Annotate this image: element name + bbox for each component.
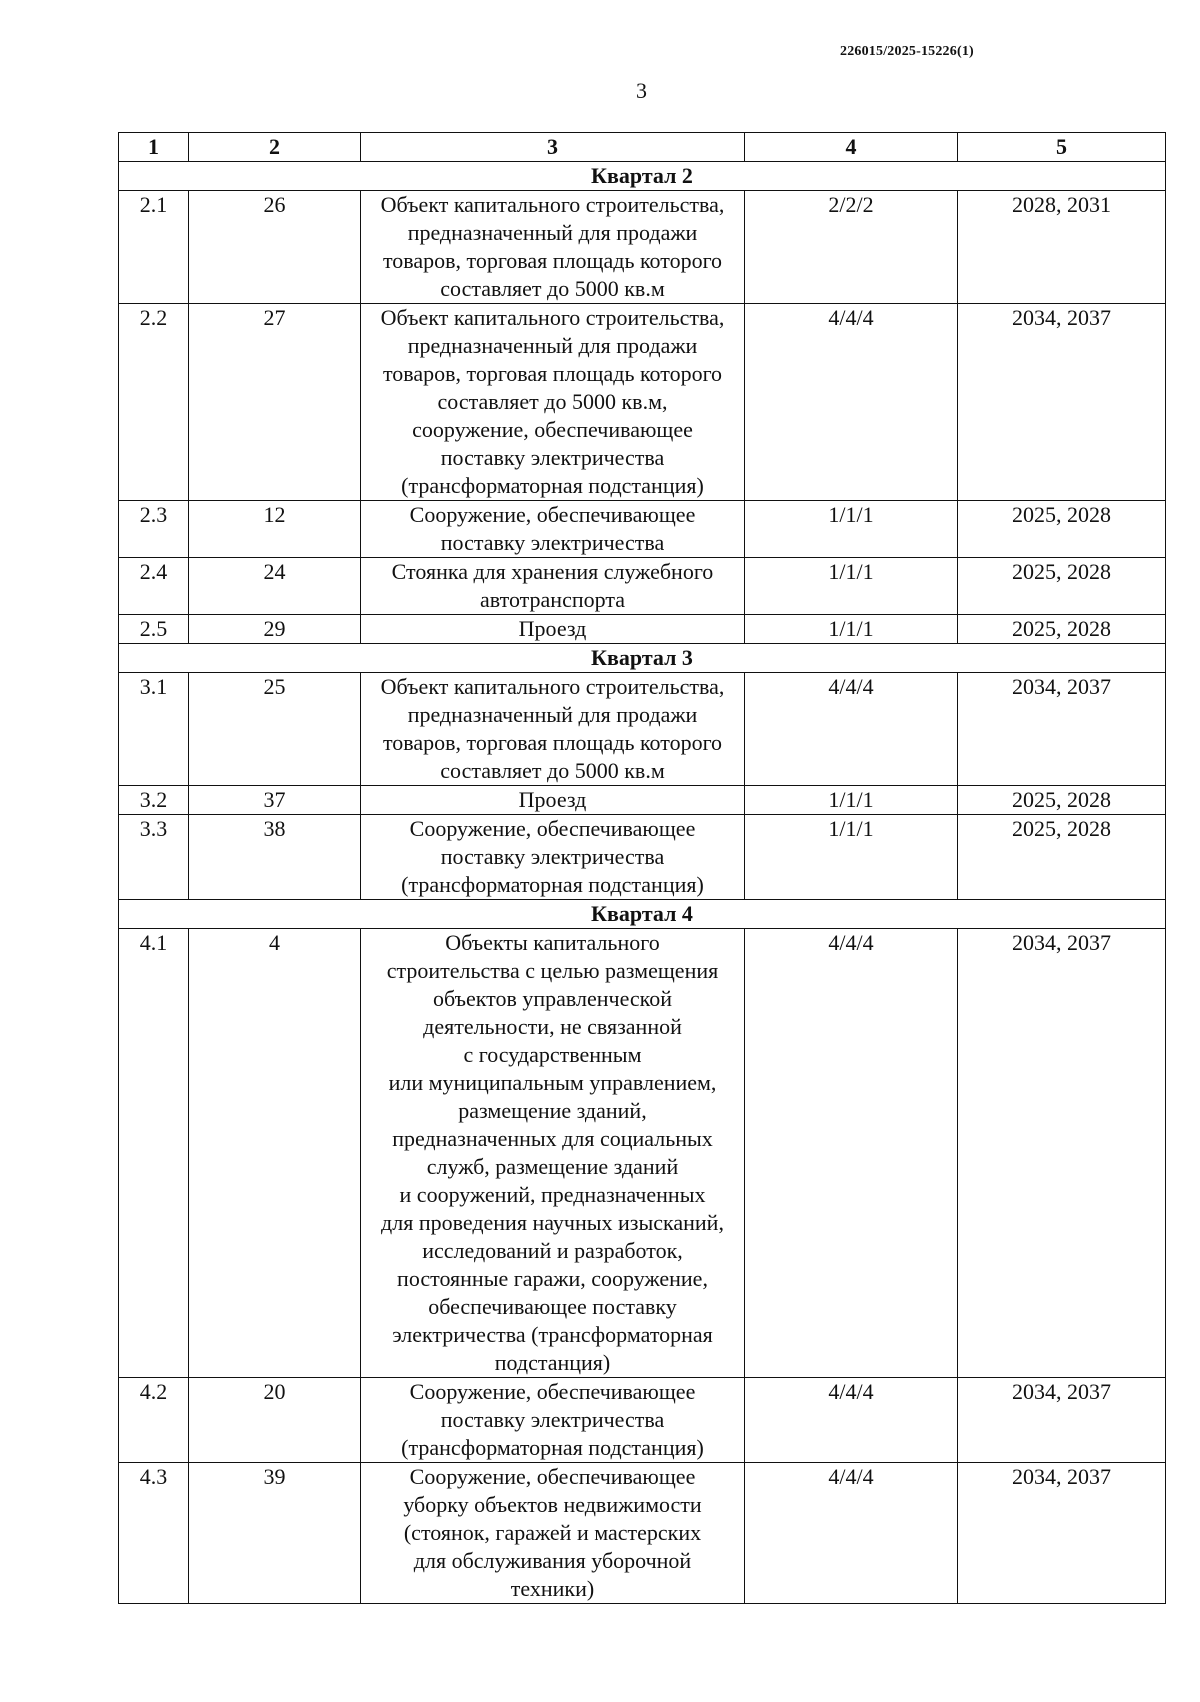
row-number: 2.1: [119, 191, 189, 304]
table-row: [119, 1378, 1166, 1463]
quarter-title: Квартал 3: [119, 644, 1166, 673]
row-description: Сооружение, обеспечивающее поставку электричества: [361, 501, 745, 558]
table-body: [119, 162, 1166, 1604]
quarter-title: Квартал 4: [119, 900, 1166, 929]
row-description: Сооружение, обеспечивающее поставку электричества (трансформаторная подстанция): [361, 1378, 745, 1463]
row-code: 37: [189, 786, 361, 815]
page-number: 3: [636, 78, 647, 103]
row-code: 25: [189, 673, 361, 786]
row-years: 2034, 2037: [958, 304, 1166, 501]
row-years: 2034, 2037: [958, 929, 1166, 1378]
row-code: 27: [189, 304, 361, 501]
table-row: [119, 786, 1166, 815]
table-header: [119, 133, 1166, 162]
row-description: Проезд: [361, 786, 745, 815]
row-code: 12: [189, 501, 361, 558]
row-code: 29: [189, 615, 361, 644]
quarter-row: [119, 644, 1166, 673]
row-description: Объект капитального строительства, предназначенный для продажи товаров, торговая площадь которого составляет до 5000 кв.м, сооружение, обеспечивающее поставку электричества (трансформаторная подстанция): [361, 304, 745, 501]
row-floors: 4/4/4: [745, 1463, 958, 1604]
row-years: 2034, 2037: [958, 1378, 1166, 1463]
row-floors: 4/4/4: [745, 929, 958, 1378]
row-number: 4.1: [119, 929, 189, 1378]
row-floors: 2/2/2: [745, 191, 958, 304]
table-row: [119, 929, 1166, 1378]
row-description: Объекты капитального строительства с целью размещения объектов управленческой деятельности, не связанной с государственным или муниципальным управлением, размещение зданий, предназначенных для социальных служб, размещение зданий и сооружений, предназначенных для проведения научных изысканий, исследований и разработок, постоянные гаражи, сооружение, обеспечивающее поставку электричества (трансформаторная подстанция): [361, 929, 745, 1378]
row-code: 4: [189, 929, 361, 1378]
table-row: [119, 558, 1166, 615]
row-years: 2025, 2028: [958, 786, 1166, 815]
row-number: 3.3: [119, 815, 189, 900]
row-code: 26: [189, 191, 361, 304]
row-number: 2.4: [119, 558, 189, 615]
table-row: [119, 1463, 1166, 1604]
row-description: Объект капитального строительства, предназначенный для продажи товаров, торговая площадь которого составляет до 5000 кв.м: [361, 673, 745, 786]
row-number: 4.2: [119, 1378, 189, 1463]
row-floors: 4/4/4: [745, 1378, 958, 1463]
column-header: 3: [361, 133, 745, 162]
row-description: Сооружение, обеспечивающее уборку объектов недвижимости (стоянок, гаражей и мастерских для обслуживания уборочной техники): [361, 1463, 745, 1604]
row-years: 2025, 2028: [958, 815, 1166, 900]
objects-table: [118, 132, 1166, 1604]
row-years: 2025, 2028: [958, 501, 1166, 558]
row-floors: 4/4/4: [745, 304, 958, 501]
row-description: Сооружение, обеспечивающее поставку электричества (трансформаторная подстанция): [361, 815, 745, 900]
row-years: 2028, 2031: [958, 191, 1166, 304]
row-floors: 1/1/1: [745, 815, 958, 900]
row-floors: 4/4/4: [745, 673, 958, 786]
table-row: [119, 501, 1166, 558]
row-number: 2.2: [119, 304, 189, 501]
document-id: 226015/2025-15226(1): [840, 44, 974, 59]
row-code: 20: [189, 1378, 361, 1463]
row-years: 2025, 2028: [958, 615, 1166, 644]
column-header: 1: [119, 133, 189, 162]
table-row: [119, 815, 1166, 900]
table-row: [119, 191, 1166, 304]
row-code: 38: [189, 815, 361, 900]
row-number: 2.5: [119, 615, 189, 644]
table-row: [119, 615, 1166, 644]
row-number: 3.2: [119, 786, 189, 815]
row-description: Объект капитального строительства, предназначенный для продажи товаров, торговая площадь которого составляет до 5000 кв.м: [361, 191, 745, 304]
row-years: 2034, 2037: [958, 673, 1166, 786]
row-number: 3.1: [119, 673, 189, 786]
column-header: 5: [958, 133, 1166, 162]
row-years: 2034, 2037: [958, 1463, 1166, 1604]
row-years: 2025, 2028: [958, 558, 1166, 615]
row-floors: 1/1/1: [745, 558, 958, 615]
column-header: 4: [745, 133, 958, 162]
row-floors: 1/1/1: [745, 615, 958, 644]
row-floors: 1/1/1: [745, 501, 958, 558]
row-number: 4.3: [119, 1463, 189, 1604]
quarter-row: [119, 162, 1166, 191]
row-code: 24: [189, 558, 361, 615]
quarter-row: [119, 900, 1166, 929]
row-description: Стоянка для хранения служебного автотранспорта: [361, 558, 745, 615]
column-header: 2: [189, 133, 361, 162]
row-number: 2.3: [119, 501, 189, 558]
row-floors: 1/1/1: [745, 786, 958, 815]
table-row: [119, 673, 1166, 786]
row-description: Проезд: [361, 615, 745, 644]
quarter-title: Квартал 2: [119, 162, 1166, 191]
row-code: 39: [189, 1463, 361, 1604]
table-row: [119, 304, 1166, 501]
header-row: [119, 133, 1166, 162]
